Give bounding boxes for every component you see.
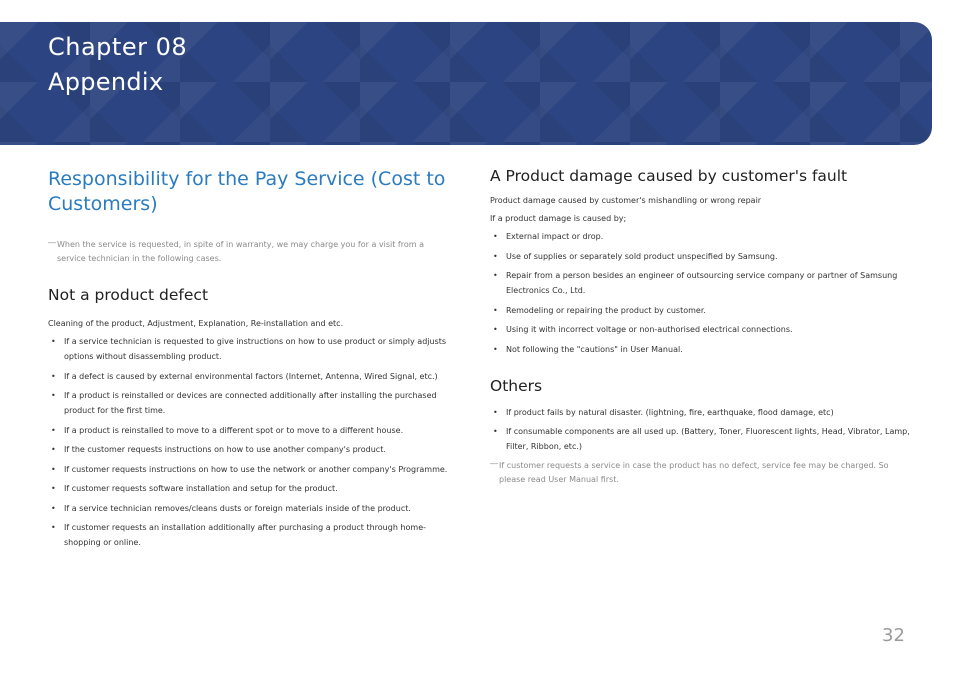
- section-intro: Cleaning of the product, Adjustment, Explanation, Re-installation and etc.: [48, 319, 344, 328]
- right-column: [490, 167, 910, 487]
- bullet-icon: •: [51, 464, 56, 474]
- list-item: • If product fails by natural disaster. (lightning, fire, earthquake, flood damage, etc): [490, 405, 910, 420]
- chapter-title: Appendix: [48, 68, 164, 96]
- section-heading-others: Others: [490, 376, 543, 395]
- list-item: • Using it with incorrect voltage or non-authorised electrical connections.: [490, 322, 910, 337]
- list-item: • Remodeling or repairing the product by customer.: [490, 303, 910, 318]
- list-item: • Use of supplies or separately sold product unspecified by Samsung.: [490, 249, 910, 264]
- list-item: • If a service technician is requested to give instructions on how to use product or simply adjusts options without disassembling product.: [48, 334, 450, 364]
- bullet-icon: •: [51, 503, 56, 513]
- list-item: • If the customer requests instructions on how to use another company's product.: [48, 442, 450, 457]
- bullet-icon: •: [51, 523, 56, 532]
- list-item: • Repair from a person besides an engineer of outsourcing service company or partner of Samsung Electronics Co., Ltd.: [490, 268, 910, 298]
- left-column: [48, 167, 450, 550]
- warranty-note: [48, 238, 450, 266]
- list-item: • If customer requests an installation additionally after purchasing a product through home-shopping or online.: [48, 520, 450, 550]
- bullet-icon: •: [493, 271, 498, 280]
- customer-fault-list: [490, 229, 910, 357]
- bullet-icon: •: [51, 445, 56, 454]
- bullet-icon: •: [493, 232, 498, 241]
- list-item: • If customer requests instructions on how to use the network or another company's Programme.: [48, 462, 450, 477]
- others-list: [490, 405, 910, 455]
- list-item: • If customer requests software installation and setup for the product.: [48, 481, 450, 496]
- bullet-icon: •: [493, 325, 498, 334]
- list-item: • If a product is reinstalled or devices are connected additionally after installing the purchased product for the first time.: [48, 388, 450, 418]
- note-dash-icon: ―: [48, 238, 56, 247]
- bullet-icon: •: [493, 305, 498, 315]
- list-item: • External impact or drop.: [490, 229, 910, 244]
- list-item: • If a defect is caused by external environmental factors (Internet, Antenna, Wired Signal, etc.): [48, 369, 450, 384]
- customer-fault-intro: Product damage caused by customer's mishandling or wrong repair: [490, 196, 762, 205]
- list-item: • Not following the "cautions" in User Manual.: [490, 342, 910, 357]
- bullet-icon: •: [51, 425, 56, 435]
- bullet-icon: •: [51, 337, 56, 346]
- bullet-icon: •: [493, 344, 498, 354]
- bullet-icon: •: [493, 427, 498, 436]
- section-heading-not-defect: Not a product defect: [48, 286, 209, 304]
- note-dash-icon: ―: [490, 459, 498, 468]
- not-defect-list: [48, 334, 450, 550]
- bullet-icon: •: [51, 484, 56, 493]
- service-fee-note: [490, 459, 910, 487]
- bullet-icon: •: [493, 407, 498, 417]
- service-fee-note-text: If customer requests a service in case the product has no defect, service fee may be charged. So please read User Manual first.: [499, 461, 889, 484]
- warranty-note-text: When the service is requested, in spite of in warranty, we may charge you for a visit from a service technician in the following cases.: [57, 240, 424, 263]
- list-item: • If consumable components are all used up. (Battery, Toner, Fluorescent lights, Head, Vibrator, Lamp, Filter, Ribbon, etc.): [490, 424, 910, 454]
- bullet-icon: •: [51, 371, 56, 381]
- list-item: • If a service technician removes/cleans dusts or foreign materials inside of the product.: [48, 501, 450, 516]
- list-item: • If a product is reinstalled to move to a different spot or to move to a different house.: [48, 423, 450, 438]
- page-number: 32: [882, 625, 905, 646]
- section-heading-customer-fault: A Product damage caused by customer's fault: [490, 167, 848, 185]
- page-title: Responsibility for the Pay Service (Cost to Customers): [48, 168, 446, 215]
- customer-fault-intro-2: If a product damage is caused by;: [490, 214, 627, 223]
- bullet-icon: •: [51, 391, 56, 400]
- chapter-label: Chapter 08: [48, 33, 188, 61]
- bullet-icon: •: [493, 251, 498, 261]
